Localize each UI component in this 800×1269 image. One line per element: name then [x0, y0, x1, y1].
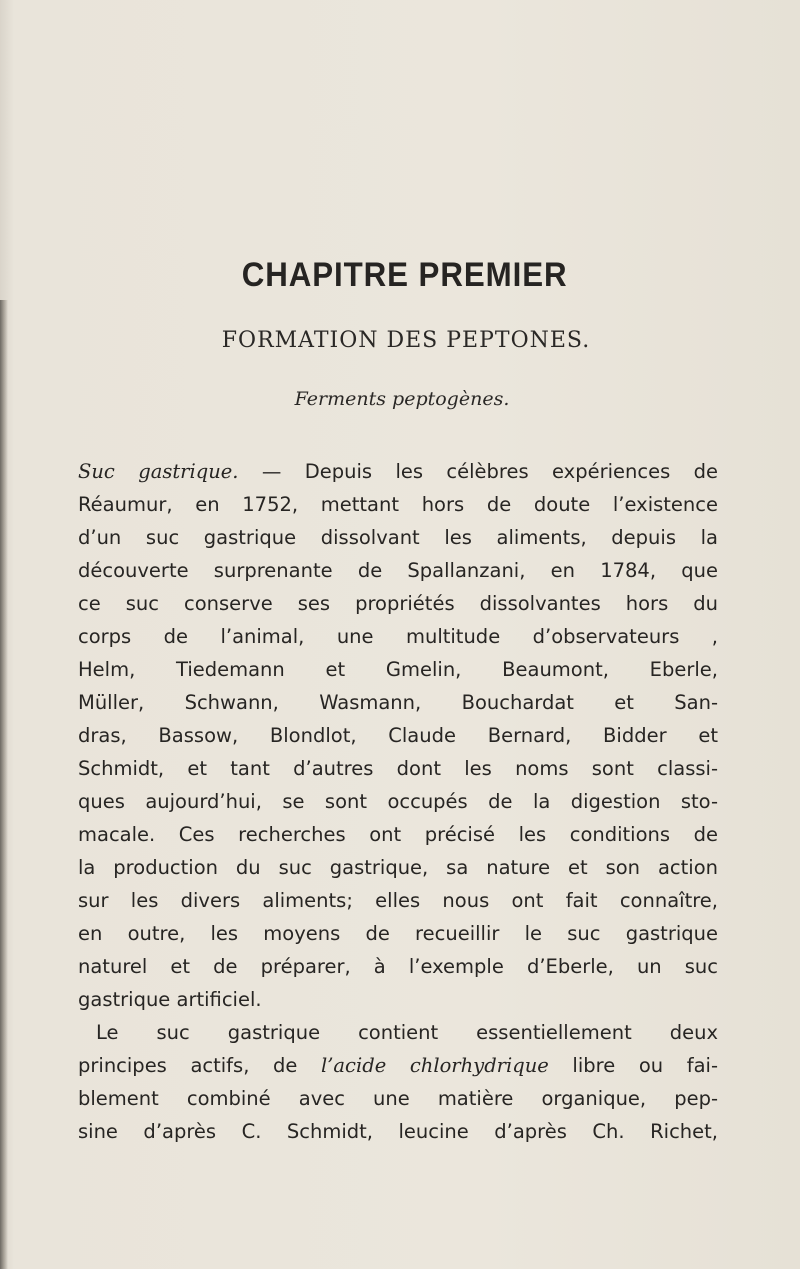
paragraph-1-line-1	[78, 457, 718, 487]
paragraph-2-line-3: blement combiné avec une matière organique, pep-	[78, 1087, 718, 1110]
paragraph-line: d’un suc gastrique dissolvant les aliments, depuis la	[78, 526, 718, 549]
paragraph-1-heading: Suc gastrique.	[78, 460, 239, 483]
paragraph-line: gastrique artificiel.	[78, 988, 262, 1011]
paragraph-line: naturel et de préparer, à l’exemple d’Eberle, un suc	[78, 955, 718, 978]
paragraph-line: corps de l’animal, une multitude d’observateurs ,	[78, 625, 718, 648]
paragraph-line: ques aujourd’hui, se sont occupés de la digestion sto-	[78, 790, 718, 813]
paragraph-2-line-4: sine d’après C. Schmidt, leucine d’après Ch. Richet,	[78, 1120, 718, 1143]
paragraph-line: ce suc conserve ses propriétés dissolvantes hors du	[78, 592, 718, 615]
paragraph-2-line-2	[78, 1051, 718, 1081]
paragraph-line: découverte surprenante de Spallanzani, en 1784, que	[78, 559, 718, 582]
paragraph-line: la production du suc gastrique, sa nature et son action	[78, 856, 718, 879]
paragraph-2-line-1: Le suc gastrique contient essentiellement deux	[96, 1021, 718, 1044]
chapter-title: CHAPITRE PREMIER	[241, 256, 568, 294]
paragraph-line: macale. Ces recherches ont précisé les conditions de	[78, 823, 718, 846]
paragraph-line: sur les divers aliments; elles nous ont fait connaître,	[78, 889, 718, 912]
paragraph-line: Helm, Tiedemann et Gmelin, Beaumont, Eberle,	[78, 658, 718, 681]
paragraph-line: Réaumur, en 1752, mettant hors de doute l’existence	[78, 493, 718, 516]
paragraph-1-line-1-text: — Depuis les célèbres expériences de	[238, 460, 718, 483]
binding-shadow	[0, 300, 8, 1269]
paragraph-2-line-2-pre: principes actifs, de	[78, 1054, 321, 1077]
paragraph-line: Schmidt, et tant d’autres dont les noms sont classi-	[78, 757, 718, 780]
paragraph-line: en outre, les moyens de recueillir le suc gastrique	[78, 922, 718, 945]
paragraph-line: Müller, Schwann, Wasmann, Bouchardat et San-	[78, 691, 718, 714]
acid-term: l’acide chlorhydrique	[321, 1054, 549, 1077]
subsection-title: Ferments peptogènes.	[294, 388, 510, 410]
paragraph-line: dras, Bassow, Blondlot, Claude Bernard, Bidder et	[78, 724, 718, 747]
section-title: FORMATION DES PEPTONES.	[221, 328, 591, 353]
paragraph-2-line-2-post: libre ou fai-	[548, 1054, 718, 1077]
